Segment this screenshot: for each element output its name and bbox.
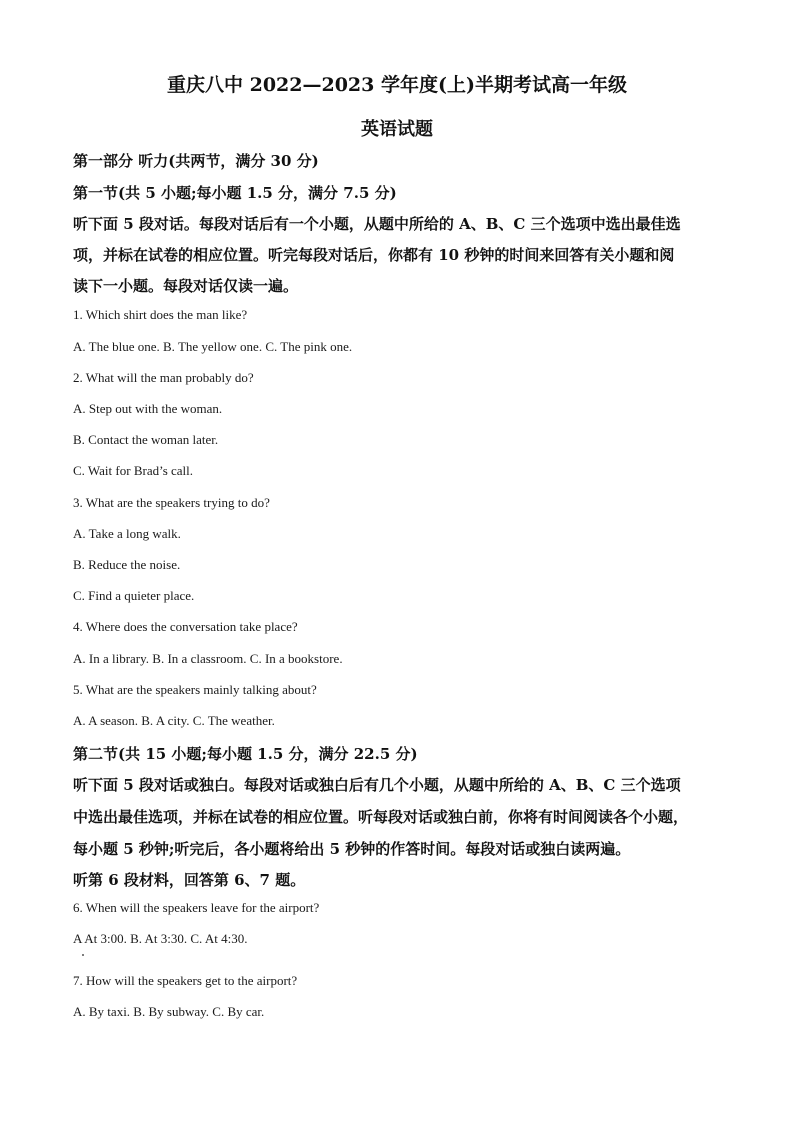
exam-title: 重庆八中 2022—2023 学年度(上)半期考试高一年级 <box>167 74 627 96</box>
question-6: 6. When will the speakers leave for the airport? <box>73 900 320 915</box>
section2-instruction-line: 每小题 5 秒钟;听完后，各小题将给出 5 秒钟的作答时间。每段对话或独白读两遍。 <box>73 840 631 858</box>
section1-instruction-line: 项，并标在试卷的相应位置。听完每段对话后，你都有 10 秒钟的时间来回答有关小题和阅 <box>73 246 675 264</box>
question-1: 1. Which shirt does the man like? <box>73 307 248 322</box>
question-5-options: A. A season. B. A city. C. The weather. <box>73 713 275 728</box>
stray-dot <box>82 954 84 956</box>
section2-instruction-line: 中选出最佳选项，并标在试卷的相应位置。听每段对话或独白前，你将有时间阅读各个小题， <box>73 808 689 826</box>
question-4: 4. Where does the conversation take place? <box>73 619 298 634</box>
question-2: 2. What will the man probably do? <box>73 370 254 385</box>
question-2-option-b: B. Contact the woman later. <box>73 432 219 447</box>
question-7-options: A. By taxi. B. By subway. C. By car. <box>73 1004 265 1019</box>
question-3-option-a: A. Take a long walk. <box>73 526 181 541</box>
question-2-option-c: C. Wait for Brad’s call. <box>73 463 194 478</box>
part1-heading: 第一部分 听力(共两节，满分 30 分) <box>73 152 319 170</box>
section2-instruction-line: 听下面 5 段对话或独白。每段对话或独白后有几个小题，从题中所给的 A、B、C 三个选项 <box>73 776 681 794</box>
section1-instruction-line: 听下面 5 段对话。每段对话后有一个小题，从题中所给的 A、B、C 三个选项中选出最佳选 <box>73 215 681 233</box>
question-1-options: A. The blue one. B. The yellow one. C. The pink one. <box>73 339 353 354</box>
section1-heading: 第一节(共 5 小题;每小题 1.5 分，满分 7.5 分) <box>73 184 397 202</box>
question-3: 3. What are the speakers trying to do? <box>73 495 270 510</box>
question-5: 5. What are the speakers mainly talking about? <box>73 682 317 697</box>
question-2-option-a: A. Step out with the woman. <box>73 401 223 416</box>
question-3-option-b: B. Reduce the noise. <box>73 557 181 572</box>
material-6-heading: 听第 6 段材料，回答第 6、7 题。 <box>73 871 306 889</box>
question-3-option-c: C. Find a quieter place. <box>73 588 195 603</box>
question-6-options: A At 3:00. B. At 3:30. C. At 4:30. <box>73 931 248 946</box>
section1-instruction-line: 读下一小题。每段对话仅读一遍。 <box>73 277 299 295</box>
exam-subtitle: 英语试题 <box>361 119 433 140</box>
question-7: 7. How will the speakers get to the airport? <box>73 973 298 988</box>
question-4-options: A. In a library. B. In a classroom. C. In a bookstore. <box>73 651 343 666</box>
section2-heading: 第二节(共 15 小题;每小题 1.5 分，满分 22.5 分) <box>73 745 418 763</box>
